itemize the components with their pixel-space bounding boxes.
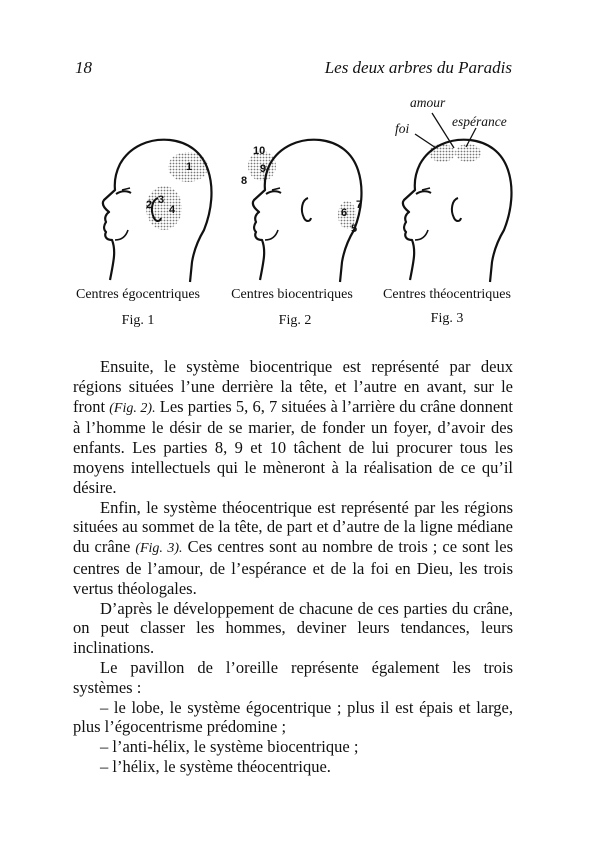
head-fig-2	[241, 140, 362, 282]
label-7: 7	[356, 199, 363, 211]
ear-2	[302, 198, 311, 221]
label-4: 4	[169, 204, 176, 216]
paragraph-2-text-b: Ces centres sont au nombre de trois ; ce sont les centres de l’amour, de l’espérance et de la foi en Dieu, les trois vertus théologales.	[73, 537, 514, 598]
ear-3	[452, 198, 461, 221]
fig-number-2: Fig. 2	[278, 313, 312, 328]
brow-2	[272, 188, 280, 190]
label-foi: foi	[395, 121, 410, 136]
list-item-anti-helix: – l’anti-hélix, le système biocentrique ;	[100, 737, 359, 757]
label-2: 2	[146, 199, 153, 211]
paragraph-2-text-a: Enfin, le système théocentrique est représenté par les régions situées au sommet de la tête, de part et d’autre de la ligne médiane du crâne	[73, 497, 513, 557]
caption-fig-2: Centres biocentriques	[231, 287, 353, 302]
running-head	[75, 58, 512, 82]
figure-reference-2: (Fig. 2).	[109, 400, 156, 416]
eye-3	[416, 191, 431, 194]
paragraph-1-text-b: Les parties 5, 6, 7 situées à l’arrière du crâne donnent à l’homme le désir de se marier, de fonder un foyer, d’avoir des enfants. Les parties 8, 9 et 10 tâchent de lui procurer tous les moyens intellectuels qui le mèneront à la réalisation de ce qu’il désire.	[73, 396, 514, 497]
paragraph-2	[73, 498, 513, 599]
jaw-3	[415, 230, 428, 240]
figure-reference-3: (Fig. 3).	[135, 541, 183, 557]
fig-number-1: Fig. 1	[121, 313, 155, 328]
body-text	[73, 357, 513, 777]
eye-1	[116, 191, 131, 194]
list-item-lobe: – le lobe, le système égocentrique ; plus il est épais et large, plus l’égocentrisme prédomine ;	[73, 697, 513, 737]
head-fig-3	[395, 95, 511, 282]
caption-fig-1: Centres égocentriques	[75, 287, 200, 302]
book-title: Les deux arbres du Paradis	[324, 58, 512, 77]
label-esperance: espérance	[452, 114, 507, 129]
label-3: 3	[158, 194, 165, 206]
eye-2	[266, 191, 281, 194]
label-5: 5	[351, 223, 358, 235]
label-1: 1	[186, 161, 193, 173]
pointer-esperance	[466, 128, 476, 147]
jaw-2	[265, 230, 278, 240]
head-outline-3	[403, 140, 512, 282]
head-fig-1	[103, 140, 212, 282]
label-6: 6	[341, 207, 348, 219]
brow-3	[422, 188, 430, 190]
page-number: 18	[75, 58, 92, 77]
paragraph-1-text-a: Ensuite, le système biocentrique est représenté par deux régions situées l’une derrière la tête, et l’autre en avant, sur le front	[73, 357, 513, 416]
region-esperance	[455, 144, 481, 162]
head-illustrations	[70, 90, 520, 290]
figure-row	[70, 90, 520, 340]
caption-fig-3: Centres théocentriques	[383, 287, 511, 302]
jaw-1	[115, 230, 128, 240]
label-9: 9	[260, 163, 267, 175]
label-10: 10	[253, 145, 266, 157]
list-item-helix: – l’hélix, le système théocentrique.	[100, 756, 331, 776]
paragraph-1	[73, 357, 513, 498]
paragraph-3: D’après le développement de chacune de ces parties du crâne, on peut classer les hommes, deviner leurs tendances, leurs inclinations.	[73, 598, 513, 658]
label-8: 8	[241, 175, 248, 187]
label-amour: amour	[410, 95, 446, 110]
brow-1	[122, 188, 130, 190]
fig-number-3: Fig. 3	[430, 311, 464, 326]
pointer-foi	[415, 134, 436, 148]
paragraph-4: Le pavillon de l’oreille représente également les trois systèmes :	[73, 657, 513, 697]
